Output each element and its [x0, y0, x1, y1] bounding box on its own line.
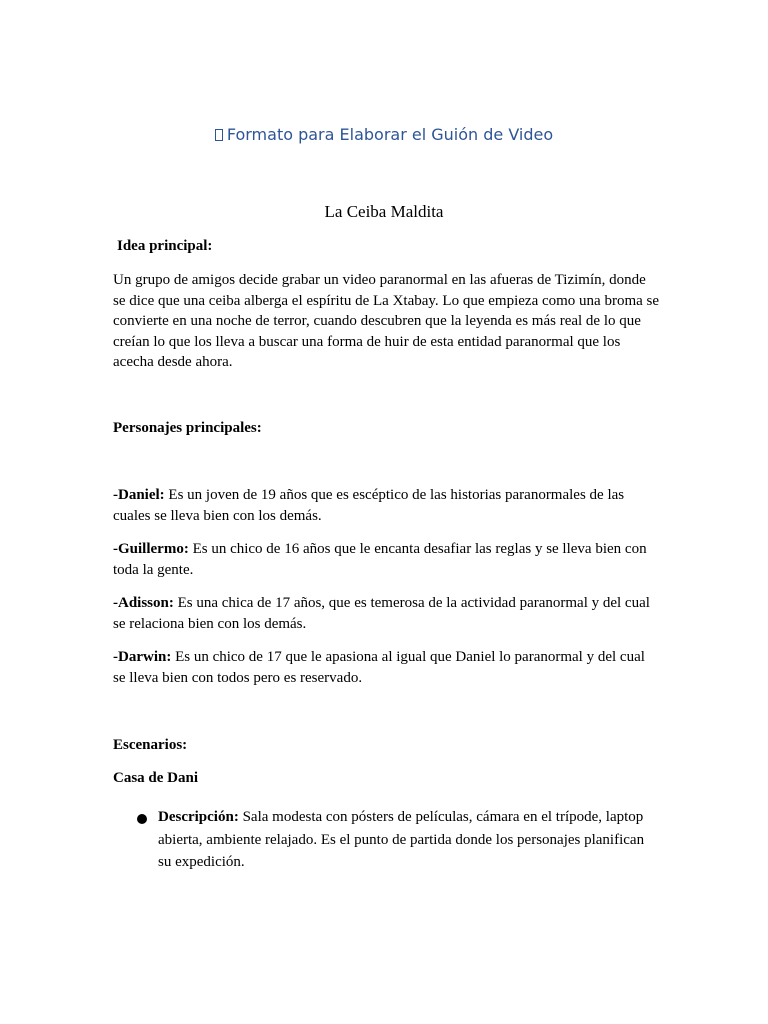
scene-description — [158, 806, 658, 874]
bullet-icon — [137, 814, 147, 824]
scene-location-title: Casa de Dani — [113, 770, 199, 786]
character-item-darwin — [113, 647, 661, 688]
character-description: Es un chico de 16 años que le encanta desafiar las reglas y se lleva bien con toda la gente. — [113, 541, 647, 578]
scene-description-text: Sala modesta con pósters de películas, cámara en el trípode, laptop abierta, ambiente relajado. Es el punto de partida donde los personajes planifican su expedición. — [158, 809, 645, 870]
scene-description-label: Descripción: — [158, 809, 239, 825]
missing-glyph-icon — [215, 129, 223, 141]
character-description: Es una chica de 17 años, que es temerosa de la actividad paranormal y del cual se relaciona bien con los demás. — [113, 595, 650, 632]
character-item-adisson — [113, 593, 661, 634]
character-item-daniel — [113, 485, 661, 526]
character-item-guillermo — [113, 539, 661, 580]
character-description: Es un chico de 17 que le apasiona al igual que Daniel lo paranormal y del cual se lleva bien con todos pero es reservado. — [113, 649, 645, 686]
document-heading — [0, 124, 768, 146]
idea-paragraph: Un grupo de amigos decide grabar un video paranormal en las afueras de Tizimín, donde se dice que una ceiba alberga el espíritu de La Xtabay. Lo que empieza como una broma se convierte en una noche de terror, cuando descubren que la leyenda es más real de lo que creían lo que los lleva a buscar una forma de huir de esta entidad paranormal que los acecha desde ahora. — [113, 272, 660, 371]
scenes-heading: Escenarios: — [113, 737, 188, 753]
document-heading-text: Formato para Elaborar el Guión de Video — [226, 125, 554, 144]
character-name: -Guillermo: — [113, 541, 189, 557]
character-description: Es un joven de 19 años que es escéptico de las historias paranormales de las cuales se lleva bien con los demás. — [113, 487, 625, 524]
idea-heading: Idea principal: — [117, 238, 213, 254]
character-name: -Darwin: — [113, 649, 172, 665]
character-name: -Daniel: — [113, 487, 165, 503]
characters-heading: Personajes principales: — [113, 420, 262, 436]
character-name: -Adisson: — [113, 595, 174, 611]
story-title: La Ceiba Maldita — [324, 202, 444, 221]
